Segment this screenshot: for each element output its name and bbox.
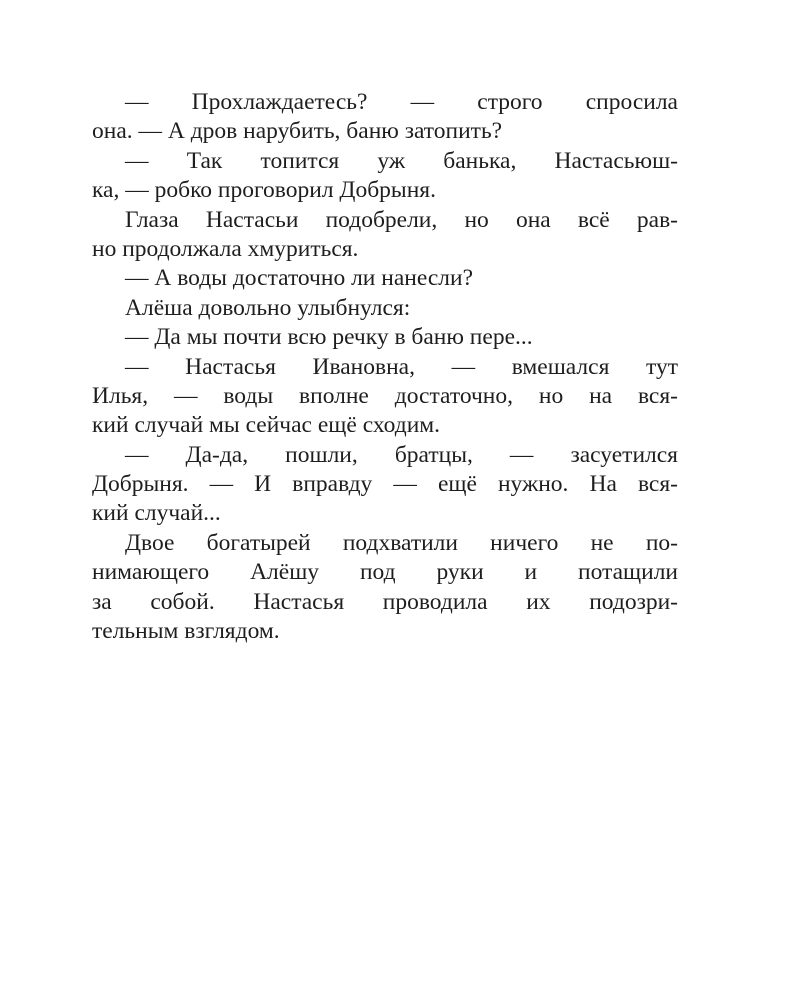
- text-line: Глаза Настасьи подобрели, но она всё рав-: [125, 206, 678, 233]
- text-line: — Настасья Ивановна, — вмешался тут: [125, 353, 678, 380]
- text-line: Алёша довольно улыбнулся:: [125, 294, 411, 321]
- paragraph-5: [92, 294, 678, 323]
- text-line: но продолжала хмуриться.: [92, 235, 359, 262]
- text-line: — Прохлаждаетесь? — строго спросила: [125, 89, 678, 115]
- text-line: — А воды достаточно ли нанесли?: [125, 265, 474, 292]
- text-line: Илья, — воды вполне достаточно, но на вся-: [92, 382, 678, 409]
- text-line: она. — А дров нарубить, баню затопить?: [92, 118, 503, 145]
- text-line: тельным взглядом.: [92, 618, 280, 645]
- paragraph-1: [92, 88, 678, 147]
- paragraph-2: [92, 147, 678, 206]
- text-line: за собой. Настасья проводила их подозри-: [92, 588, 678, 615]
- paragraph-3: [92, 206, 678, 265]
- paragraph-7: [92, 353, 678, 441]
- text-line: — Да мы почти всю речку в баню пере...: [125, 324, 533, 351]
- text-line: — Так топится уж банька, Настасьюш-: [125, 147, 678, 174]
- book-page: [92, 88, 678, 646]
- text-line: Двое богатырей подхватили ничего не по-: [125, 529, 678, 556]
- text-line: кий случай...: [92, 500, 221, 527]
- paragraph-8: [92, 441, 678, 529]
- text-line: ка, — робко проговорил Добрыня.: [92, 177, 436, 204]
- paragraph-6: [92, 323, 678, 352]
- paragraph-4: [92, 264, 678, 293]
- paragraph-9: [92, 529, 678, 647]
- text-line: Добрыня. — И вправду — ещё нужно. На вся-: [92, 471, 678, 498]
- text-line: нимающего Алёшу под руки и потащили: [92, 559, 678, 586]
- text-line: кий случай мы сейчас ещё сходим.: [92, 412, 441, 439]
- text-line: — Да-да, пошли, братцы, — засуетился: [125, 441, 678, 468]
